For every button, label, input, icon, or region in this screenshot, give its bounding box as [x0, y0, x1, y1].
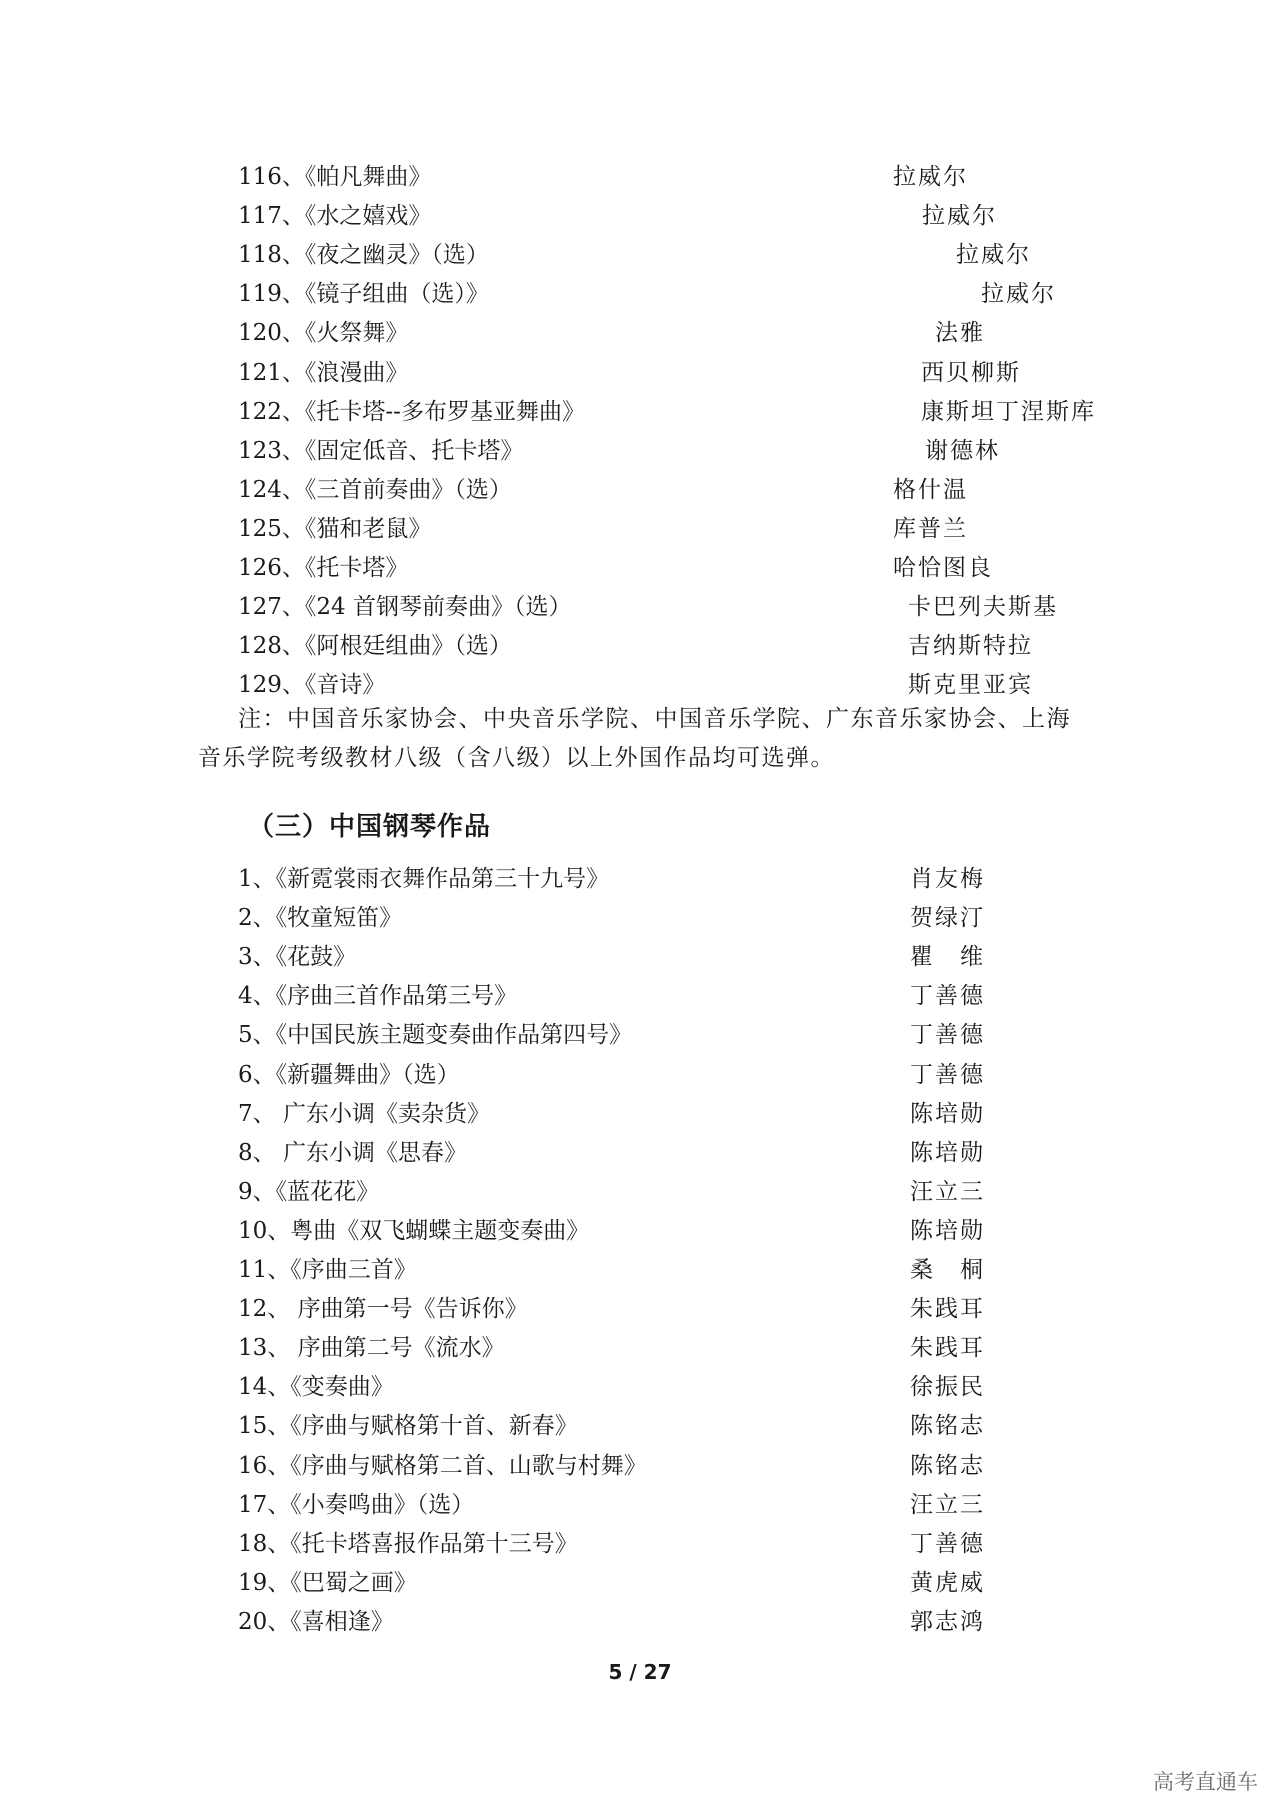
item-number: 11、: [238, 1257, 291, 1283]
work-title: [238, 316, 408, 350]
work-title: [238, 1605, 394, 1639]
title-label: 《音诗》: [304, 672, 386, 699]
work-title: [238, 434, 523, 468]
composer-name: 徐振民: [910, 1374, 985, 1401]
work-title: [238, 590, 571, 624]
item-number: 126、: [238, 555, 305, 581]
composer-name: 丁善德: [910, 1530, 985, 1557]
title-label: 《巴蜀之画》: [290, 1569, 417, 1596]
composer-name: 瞿 维: [910, 944, 985, 971]
title-label: 《镜子组曲（选）》: [304, 281, 489, 308]
title-label: 《托卡塔》: [304, 555, 409, 581]
work-title: [238, 940, 356, 974]
item-number: 2、: [238, 905, 276, 932]
title-label: 《序曲与赋格第十首、新春》: [290, 1413, 578, 1440]
composer-name: 拉威尔: [981, 281, 1056, 308]
item-number: 19、: [238, 1569, 291, 1596]
composer-name: 朱践耳: [910, 1335, 985, 1362]
composer-name: 陈铭志: [910, 1413, 985, 1440]
item-number: 5、: [238, 1022, 276, 1049]
title-label: 《序曲三首》: [290, 1257, 417, 1283]
composer-name: 丁善德: [910, 983, 985, 1010]
work-title: [238, 1409, 578, 1443]
item-number: 122、: [238, 398, 305, 425]
composer-name: 肖友梅: [910, 866, 985, 892]
note-line-1: 注：中国音乐家协会、中央音乐学院、中国音乐学院、广东音乐家协会、上海: [238, 706, 1071, 732]
work-title: [238, 277, 489, 311]
work-title: [238, 199, 431, 233]
title-label: 《火祭舞》: [304, 320, 409, 347]
title-label: 《托卡塔--多布罗基亚舞曲》: [304, 398, 585, 425]
title-label: 《花鼓》: [275, 944, 357, 971]
item-number: 18、: [238, 1530, 291, 1557]
item-number: 123、: [238, 437, 305, 464]
work-title: [238, 862, 609, 896]
title-label: 《牧童短笛》: [275, 905, 403, 932]
title-label: 《喜相逢》: [290, 1608, 394, 1635]
title-label: 《序曲与赋格第二首、山歌与村舞》: [290, 1452, 647, 1479]
item-number: 17、: [238, 1491, 291, 1518]
composer-name: 谢德林: [925, 437, 1000, 464]
title-label: 《托卡塔喜报作品第十三号》: [290, 1530, 578, 1557]
work-title: [238, 1449, 647, 1483]
title-label: 《三首前奏曲》（选）: [304, 476, 512, 503]
work-title: [238, 1097, 490, 1131]
title-label: 《浪漫曲》: [304, 359, 409, 386]
title-label: 《中国民族主题变奏曲作品第四号》: [275, 1022, 633, 1049]
composer-name: 拉威尔: [922, 203, 997, 230]
item-number: 1、: [238, 866, 276, 892]
composer-name: 黄虎威: [910, 1569, 985, 1596]
item-number: 7、: [238, 1100, 276, 1127]
work-title: [238, 1331, 505, 1365]
work-title: [238, 1175, 379, 1209]
work-title: [238, 1488, 474, 1522]
composer-name: 卡巴列夫斯基: [908, 594, 1058, 621]
composer-name: 陈铭志: [910, 1452, 985, 1479]
composer-name: 桑 桐: [910, 1257, 985, 1283]
title-label: 《水之嬉戏》: [304, 203, 432, 230]
work-title: [238, 668, 385, 702]
title-label: 《猫和老鼠》: [304, 515, 432, 542]
composer-name: 拉威尔: [956, 242, 1031, 269]
composer-name: 库普兰: [893, 515, 968, 542]
title-label: 《24 首钢琴前奏曲》（选）: [304, 594, 572, 621]
item-number: 117、: [238, 203, 305, 230]
composer-name: 朱践耳: [910, 1296, 985, 1323]
item-number: 8、: [238, 1139, 276, 1166]
composer-name: 郭志鸿: [910, 1608, 985, 1635]
title-label: 《夜之幽灵》（选）: [304, 242, 489, 269]
item-number: 12、: [238, 1296, 291, 1323]
composer-name: 丁善德: [910, 1022, 985, 1049]
composer-name: 贺绿汀: [910, 905, 985, 932]
composer-name: 吉纳斯特拉: [908, 633, 1033, 660]
composer-name: 拉威尔: [893, 164, 968, 190]
item-number: 125、: [238, 515, 305, 542]
composer-name: 哈恰图良: [893, 555, 993, 581]
item-number: 4、: [238, 983, 276, 1010]
work-title: [238, 1370, 394, 1404]
title-label: 广东小调《卖杂货》: [275, 1100, 490, 1127]
item-number: 119、: [238, 281, 305, 308]
title-label: 《新疆舞曲》（选）: [275, 1061, 460, 1088]
work-title: [238, 979, 517, 1013]
title-label: 《蓝花花》: [275, 1178, 380, 1205]
work-title: [238, 1136, 467, 1170]
item-number: 6、: [238, 1061, 276, 1088]
title-label: 广东小调《思春》: [275, 1139, 467, 1166]
item-number: 16、: [238, 1452, 291, 1479]
work-title: [238, 1566, 417, 1600]
composer-name: 康斯坦丁涅斯库: [921, 398, 1096, 425]
item-number: 124、: [238, 476, 305, 503]
note-line-2: 音乐学院考级教材八级（含八级）以上外国作品均可选弹。: [198, 745, 835, 771]
work-title: [238, 1527, 578, 1561]
composer-name: 陈培勋: [910, 1139, 985, 1166]
work-title: [238, 1253, 417, 1287]
item-number: 10、: [238, 1217, 291, 1244]
composer-name: 格什温: [893, 476, 968, 503]
composer-name: 汪立三: [910, 1178, 985, 1205]
work-title: [238, 629, 512, 663]
work-title: [238, 551, 408, 585]
composer-name: 陈培勋: [910, 1100, 985, 1127]
title-label: 《帕凡舞曲》: [304, 164, 432, 190]
item-number: 127、: [238, 594, 305, 621]
title-label: 《变奏曲》: [290, 1374, 394, 1401]
item-number: 120、: [238, 320, 305, 347]
item-number: 116、: [238, 164, 305, 190]
title-label: 序曲第二号《流水》: [290, 1335, 505, 1362]
item-number: 118、: [238, 242, 305, 269]
title-label: 《新霓裳雨衣舞作品第三十九号》: [275, 866, 610, 892]
composer-name: 陈培勋: [910, 1217, 985, 1244]
item-number: 3、: [238, 944, 276, 971]
work-title: [238, 395, 585, 429]
work-title: [238, 1018, 632, 1052]
composer-name: 西贝柳斯: [921, 359, 1021, 386]
title-label: 粤曲《双飞蝴蝶主题变奏曲》: [290, 1217, 590, 1244]
page-number: 5 / 27: [608, 1660, 672, 1684]
section-heading-chinese-piano-works: （三）中国钢琴作品: [248, 812, 492, 842]
title-label: 《固定低音、托卡塔》: [304, 437, 524, 464]
composer-name: 法雅: [935, 320, 985, 347]
work-title: [238, 512, 431, 546]
work-title: [238, 356, 408, 390]
work-title: [238, 160, 431, 194]
item-number: 129、: [238, 672, 305, 699]
item-number: 15、: [238, 1413, 291, 1440]
work-title: [238, 1058, 460, 1092]
work-title: [238, 1214, 589, 1248]
item-number: 14、: [238, 1374, 291, 1401]
work-title: [238, 473, 512, 507]
work-title: [238, 901, 402, 935]
work-title: [238, 1292, 528, 1326]
item-number: 20、: [238, 1608, 291, 1635]
watermark-text: 高考直通车: [1153, 1770, 1258, 1794]
item-number: 128、: [238, 633, 305, 660]
item-number: 121、: [238, 359, 305, 386]
item-number: 9、: [238, 1178, 276, 1205]
work-title: [238, 238, 489, 272]
title-label: 序曲第一号《告诉你》: [290, 1296, 528, 1323]
item-number: 13、: [238, 1335, 291, 1362]
selection-note: [198, 700, 1138, 778]
title-label: 《序曲三首作品第三号》: [275, 983, 518, 1010]
composer-name: 斯克里亚宾: [908, 672, 1033, 699]
title-label: 《小奏鸣曲》（选）: [290, 1491, 475, 1518]
composer-name: 汪立三: [910, 1491, 985, 1518]
title-label: 《阿根廷组曲》（选）: [304, 633, 512, 660]
composer-name: 丁善德: [910, 1061, 985, 1088]
